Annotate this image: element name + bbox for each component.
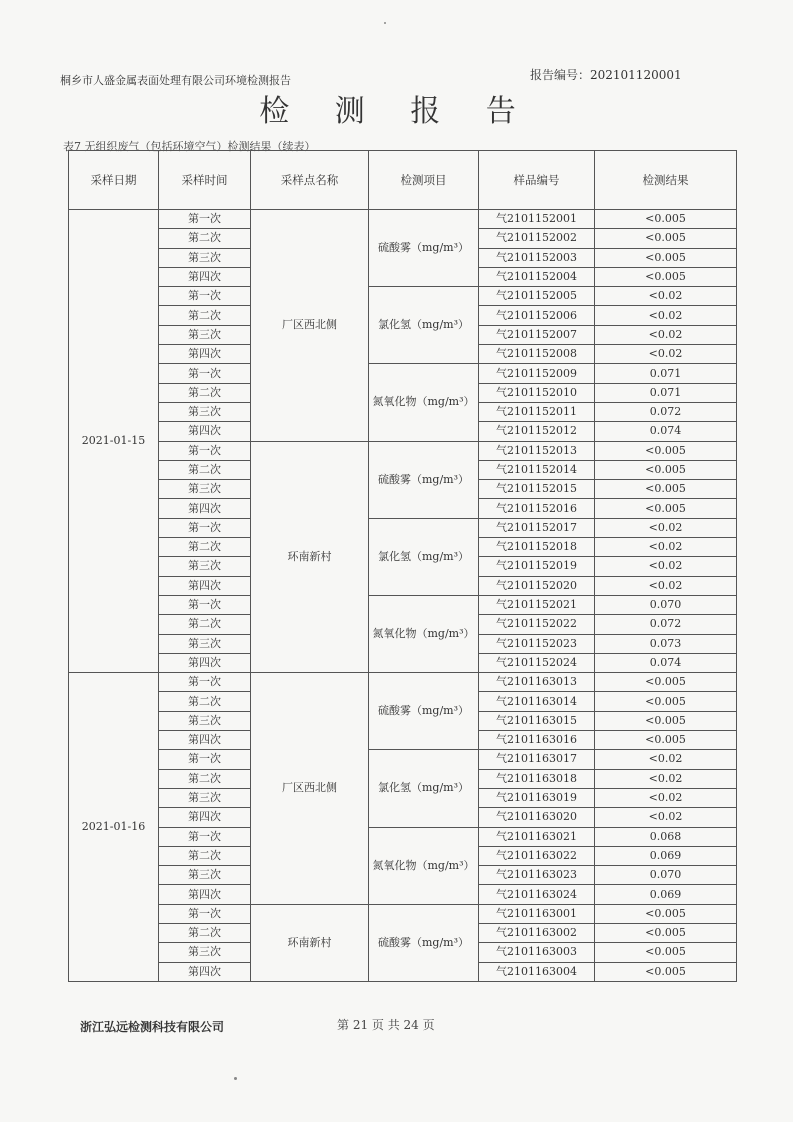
- cell-test-item: 硫酸雾（mg/m³）: [369, 673, 479, 750]
- table-row: [69, 673, 737, 692]
- col-header-time: 采样时间: [159, 151, 251, 210]
- cell-sample-id: 气2101163001: [479, 904, 595, 923]
- cell-sample-id: 气2101152009: [479, 364, 595, 383]
- cell-sample-id: 气2101163002: [479, 923, 595, 942]
- col-header-item: 检测项目: [369, 151, 479, 210]
- cell-result: <0.005: [595, 210, 737, 229]
- col-header-site: 采样点名称: [251, 151, 369, 210]
- cell-sample-id: 气2101163016: [479, 731, 595, 750]
- cell-sampling-time: 第二次: [159, 538, 251, 557]
- cell-sampling-time: 第二次: [159, 615, 251, 634]
- table-row: [69, 827, 737, 846]
- cell-result: <0.005: [595, 962, 737, 981]
- cell-result: 0.073: [595, 634, 737, 653]
- cell-site-name: 厂区西北侧: [251, 673, 369, 905]
- cell-sampling-time: 第二次: [159, 383, 251, 402]
- cell-result: 0.069: [595, 885, 737, 904]
- cell-sample-id: 气2101152011: [479, 402, 595, 421]
- cell-sample-id: 气2101152019: [479, 557, 595, 576]
- cell-result: <0.005: [595, 248, 737, 267]
- cell-sample-id: 气2101152022: [479, 615, 595, 634]
- cell-sample-id: 气2101163019: [479, 788, 595, 807]
- cell-sampling-time: 第三次: [159, 788, 251, 807]
- cell-result: <0.005: [595, 229, 737, 248]
- cell-sampling-time: 第二次: [159, 460, 251, 479]
- cell-result: <0.02: [595, 557, 737, 576]
- cell-result: <0.02: [595, 576, 737, 595]
- cell-sampling-time: 第二次: [159, 846, 251, 865]
- cell-sample-id: 气2101152012: [479, 422, 595, 441]
- cell-sampling-time: 第四次: [159, 808, 251, 827]
- cell-sample-id: 气2101152013: [479, 441, 595, 460]
- cell-test-item: 硫酸雾（mg/m³）: [369, 904, 479, 981]
- cell-test-item: 硫酸雾（mg/m³）: [369, 441, 479, 518]
- cell-sampling-time: 第一次: [159, 210, 251, 229]
- cell-sample-id: 气2101163017: [479, 750, 595, 769]
- cell-test-item: 氯化氢（mg/m³）: [369, 750, 479, 827]
- footer-company: 浙江弘远检测科技有限公司: [80, 1020, 225, 1034]
- cell-result: <0.02: [595, 769, 737, 788]
- cell-sampling-time: 第一次: [159, 673, 251, 692]
- cell-result: 0.074: [595, 653, 737, 672]
- cell-site-name: 厂区西北侧: [251, 210, 369, 442]
- cell-sampling-time: 第三次: [159, 866, 251, 885]
- table-header-row: [69, 151, 737, 210]
- cell-sampling-time: 第一次: [159, 287, 251, 306]
- cell-sampling-time: 第三次: [159, 557, 251, 576]
- table-caption: 表7 无组织废气（包括环境空气）检测结果（续表）: [63, 140, 316, 153]
- cell-result: <0.005: [595, 692, 737, 711]
- cell-test-item: 氮氧化物（mg/m³）: [369, 827, 479, 904]
- cell-test-item: 氯化氢（mg/m³）: [369, 287, 479, 364]
- cell-result: <0.02: [595, 788, 737, 807]
- cell-sampling-time: 第四次: [159, 345, 251, 364]
- col-header-date: 采样日期: [69, 151, 159, 210]
- scan-speck: [384, 22, 386, 24]
- cell-sampling-time: 第四次: [159, 653, 251, 672]
- cell-sample-id: 气2101163018: [479, 769, 595, 788]
- cell-site-name: 环南新村: [251, 441, 369, 673]
- cell-sampling-time: 第一次: [159, 827, 251, 846]
- table-row: [69, 441, 737, 460]
- cell-result: 0.069: [595, 846, 737, 865]
- cell-result: <0.02: [595, 808, 737, 827]
- cell-sampling-time: 第四次: [159, 267, 251, 286]
- cell-result: 0.072: [595, 615, 737, 634]
- cell-result: <0.005: [595, 480, 737, 499]
- cell-sample-id: 气2101163021: [479, 827, 595, 846]
- table-row: [69, 210, 737, 229]
- results-table: [68, 150, 737, 982]
- cell-result: <0.02: [595, 306, 737, 325]
- cell-sample-id: 气2101163020: [479, 808, 595, 827]
- cell-sampling-date: 2021-01-16: [69, 673, 159, 982]
- report-company-line: 桐乡市人盛金属表面处理有限公司环境检测报告: [60, 74, 291, 87]
- cell-sampling-time: 第一次: [159, 595, 251, 614]
- cell-sampling-time: 第四次: [159, 962, 251, 981]
- table-row: [69, 904, 737, 923]
- cell-sampling-time: 第二次: [159, 306, 251, 325]
- cell-result: <0.02: [595, 325, 737, 344]
- cell-sample-id: 气2101163023: [479, 866, 595, 885]
- cell-result: <0.005: [595, 673, 737, 692]
- col-header-sample: 样品编号: [479, 151, 595, 210]
- cell-result: <0.005: [595, 499, 737, 518]
- cell-sampling-time: 第二次: [159, 229, 251, 248]
- table-body: [69, 210, 737, 982]
- cell-test-item: 氯化氢（mg/m³）: [369, 518, 479, 595]
- cell-sampling-time: 第一次: [159, 441, 251, 460]
- cell-sample-id: 气2101152004: [479, 267, 595, 286]
- report-number: 报告编号：202101120001: [530, 68, 682, 82]
- cell-result: <0.005: [595, 923, 737, 942]
- table-row: [69, 595, 737, 614]
- cell-sampling-date: 2021-01-15: [69, 210, 159, 673]
- cell-sampling-time: 第一次: [159, 904, 251, 923]
- cell-sample-id: 气2101163015: [479, 711, 595, 730]
- cell-sampling-time: 第一次: [159, 364, 251, 383]
- cell-result: <0.02: [595, 287, 737, 306]
- cell-site-name: 环南新村: [251, 904, 369, 981]
- scan-speck: [234, 1077, 237, 1080]
- cell-sample-id: 气2101152007: [479, 325, 595, 344]
- cell-sampling-time: 第三次: [159, 711, 251, 730]
- cell-sample-id: 气2101152023: [479, 634, 595, 653]
- table-row: [69, 287, 737, 306]
- cell-sample-id: 气2101163004: [479, 962, 595, 981]
- cell-result: 0.071: [595, 364, 737, 383]
- cell-sampling-time: 第三次: [159, 943, 251, 962]
- cell-sample-id: 气2101163022: [479, 846, 595, 865]
- cell-sampling-time: 第三次: [159, 402, 251, 421]
- cell-sampling-time: 第三次: [159, 248, 251, 267]
- cell-sample-id: 气2101163014: [479, 692, 595, 711]
- cell-sample-id: 气2101152014: [479, 460, 595, 479]
- cell-sampling-time: 第四次: [159, 885, 251, 904]
- cell-sampling-time: 第四次: [159, 731, 251, 750]
- cell-sampling-time: 第四次: [159, 576, 251, 595]
- cell-sample-id: 气2101152005: [479, 287, 595, 306]
- cell-sample-id: 气2101152021: [479, 595, 595, 614]
- cell-sample-id: 气2101152006: [479, 306, 595, 325]
- cell-sample-id: 气2101163024: [479, 885, 595, 904]
- cell-sample-id: 气2101152015: [479, 480, 595, 499]
- cell-sample-id: 气2101152002: [479, 229, 595, 248]
- cell-sampling-time: 第三次: [159, 325, 251, 344]
- footer-page-number: 第 21 页 共 24 页: [337, 1018, 435, 1032]
- cell-sample-id: 气2101152003: [479, 248, 595, 267]
- cell-sample-id: 气2101152017: [479, 518, 595, 537]
- cell-sampling-time: 第一次: [159, 750, 251, 769]
- cell-sample-id: 气2101152010: [479, 383, 595, 402]
- cell-result: <0.02: [595, 750, 737, 769]
- cell-result: <0.005: [595, 711, 737, 730]
- cell-result: <0.02: [595, 518, 737, 537]
- cell-sampling-time: 第四次: [159, 499, 251, 518]
- cell-result: <0.02: [595, 345, 737, 364]
- table-row: [69, 518, 737, 537]
- cell-sample-id: 气2101163013: [479, 673, 595, 692]
- cell-result: 0.070: [595, 866, 737, 885]
- cell-sample-id: 气2101152001: [479, 210, 595, 229]
- cell-sample-id: 气2101152008: [479, 345, 595, 364]
- table-row: [69, 750, 737, 769]
- cell-sample-id: 气2101152024: [479, 653, 595, 672]
- cell-test-item: 氮氧化物（mg/m³）: [369, 595, 479, 672]
- cell-result: <0.005: [595, 441, 737, 460]
- cell-result: <0.005: [595, 267, 737, 286]
- cell-result: 0.072: [595, 402, 737, 421]
- cell-sampling-time: 第二次: [159, 923, 251, 942]
- cell-sample-id: 气2101152020: [479, 576, 595, 595]
- cell-result: <0.005: [595, 904, 737, 923]
- cell-sampling-time: 第三次: [159, 480, 251, 499]
- cell-result: <0.005: [595, 943, 737, 962]
- document-title: 检 测 报 告: [259, 94, 534, 129]
- cell-result: <0.005: [595, 731, 737, 750]
- cell-test-item: 氮氧化物（mg/m³）: [369, 364, 479, 441]
- cell-result: <0.02: [595, 538, 737, 557]
- cell-test-item: 硫酸雾（mg/m³）: [369, 210, 479, 287]
- cell-sampling-time: 第二次: [159, 769, 251, 788]
- cell-result: 0.074: [595, 422, 737, 441]
- cell-sampling-time: 第一次: [159, 518, 251, 537]
- cell-result: 0.068: [595, 827, 737, 846]
- table-row: [69, 364, 737, 383]
- cell-sampling-time: 第三次: [159, 634, 251, 653]
- cell-result: <0.005: [595, 460, 737, 479]
- cell-sampling-time: 第二次: [159, 692, 251, 711]
- cell-sample-id: 气2101152016: [479, 499, 595, 518]
- cell-sample-id: 气2101152018: [479, 538, 595, 557]
- col-header-result: 检测结果: [595, 151, 737, 210]
- cell-result: 0.071: [595, 383, 737, 402]
- cell-sampling-time: 第四次: [159, 422, 251, 441]
- cell-sample-id: 气2101163003: [479, 943, 595, 962]
- cell-result: 0.070: [595, 595, 737, 614]
